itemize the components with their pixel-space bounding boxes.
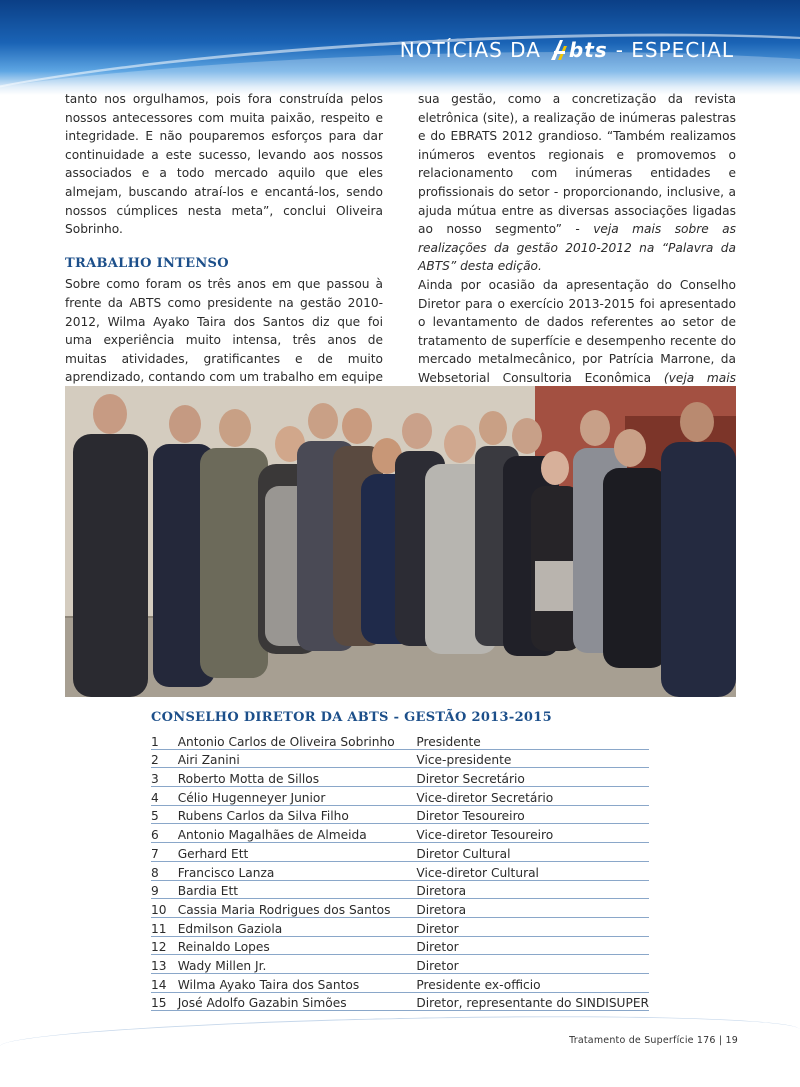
member-number: 14 — [151, 973, 178, 992]
member-name: Rubens Carlos da Silva Filho — [178, 805, 417, 824]
group-photo-illustration — [65, 386, 736, 697]
table-row — [151, 824, 649, 843]
page-header-banner — [0, 0, 800, 95]
member-name: Bardia Ett — [178, 880, 417, 899]
member-name: Airi Zanini — [178, 749, 417, 768]
member-name: Francisco Lanza — [178, 861, 417, 880]
member-number: 5 — [151, 805, 178, 824]
section-title-prefix: NOTÍCIAS DA — [399, 38, 541, 62]
member-number: 13 — [151, 955, 178, 974]
member-role: Diretor — [416, 917, 649, 936]
member-role: Diretor Tesoureiro — [416, 805, 649, 824]
member-number: 3 — [151, 768, 178, 787]
member-name: Roberto Motta de Sillos — [178, 768, 417, 787]
table-row — [151, 861, 649, 880]
member-role: Vice-diretor Cultural — [416, 861, 649, 880]
member-name: Wady Millen Jr. — [178, 955, 417, 974]
member-number: 2 — [151, 749, 178, 768]
member-number: 15 — [151, 992, 178, 1011]
member-name: Cassia Maria Rodrigues dos Santos — [178, 899, 417, 918]
paragraph-italic-note: (veja mais — [663, 370, 736, 385]
member-role: Vice-diretor Secretário — [416, 787, 649, 806]
member-number: 6 — [151, 824, 178, 843]
member-name: Antonio Carlos de Oliveira Sobrinho — [178, 731, 417, 749]
member-name: Gerhard Ett — [178, 843, 417, 862]
member-role: Vice-diretor Tesoureiro — [416, 824, 649, 843]
member-role: Diretora — [416, 899, 649, 918]
member-name: Wilma Ayako Taira dos Santos — [178, 973, 417, 992]
table-row — [151, 749, 649, 768]
table-row — [151, 843, 649, 862]
member-role: Diretor — [416, 936, 649, 955]
member-number: 1 — [151, 731, 178, 749]
member-name: Edmilson Gaziola — [178, 917, 417, 936]
table-row — [151, 992, 649, 1011]
board-members-table — [151, 731, 649, 1011]
group-photo — [65, 386, 736, 697]
table-row — [151, 880, 649, 899]
member-role: Vice-presidente — [416, 749, 649, 768]
page-footer: Tratamento de Superfície 176 | 19 — [569, 1035, 738, 1046]
abts-logo — [549, 38, 608, 62]
paragraph-text: sua gestão, como a concretização da revista eletrônica (site), a realização de inúmeras palestras e do EBRATS 2012 grandioso. “Também realizamos inúmeros eventos regionais e promovemos o relacionamento com inúmeras entidades e profissionais do setor - proporcionando, inclusive, a ajuda mútua entre as diversas associações ligadas ao nosso segmento” - — [418, 92, 736, 237]
table-row — [151, 973, 649, 992]
abts-logo-icon — [549, 38, 571, 62]
table-row — [151, 917, 649, 936]
table-row — [151, 899, 649, 918]
paragraph-text: Ainda por ocasião da apresentação do Conselho Diretor para o exercício 2013-2015 foi apresentado o levantamento de dados referentes ao setor de tratamento de superfície e desempenho recente do mercado metalmecânico, por Patrícia Marrone, da Websetorial Consultoria Econômica — [418, 277, 736, 385]
member-name: Reinaldo Lopes — [178, 936, 417, 955]
board-table-title: CONSELHO DIRETOR DA ABTS - GESTÃO 2013-2015 — [151, 710, 552, 725]
section-title-suffix: - ESPECIAL — [615, 38, 734, 62]
table-row — [151, 768, 649, 787]
article-paragraph — [418, 90, 736, 276]
member-number: 12 — [151, 936, 178, 955]
table-row — [151, 805, 649, 824]
member-role: Diretor, representante do SINDISUPER — [416, 992, 649, 1011]
section-title — [400, 38, 734, 62]
member-number: 11 — [151, 917, 178, 936]
member-name: Antonio Magalhães de Almeida — [178, 824, 417, 843]
board-members-body — [151, 731, 649, 1011]
abts-logo-text: bts — [568, 38, 608, 62]
table-row — [151, 936, 649, 955]
table-row — [151, 955, 649, 974]
member-number: 8 — [151, 861, 178, 880]
section-heading-trabalho-intenso: TRABALHO INTENSO — [65, 255, 229, 271]
table-row — [151, 731, 649, 749]
member-name: José Adolfo Gazabin Simões — [178, 992, 417, 1011]
article-paragraph: tanto nos orgulhamos, pois fora construída pelos nossos antecessores com muita paixão, respeito e integridade. E não pouparemos esforços para dar continuidade a este sucesso, levando aos nossos associados e a todo mercado aquilo que eles almejam, buscando atraí-los e encantá-los, sendo nossos cúmplices nesta meta”, conclui Oliveira Sobrinho. — [65, 92, 383, 237]
member-role: Diretor Cultural — [416, 843, 649, 862]
table-row — [151, 787, 649, 806]
member-role: Presidente ex-officio — [416, 973, 649, 992]
member-role: Diretor Secretário — [416, 768, 649, 787]
member-name: Célio Hugenneyer Junior — [178, 787, 417, 806]
paragraph-italic-note: veja mais sobre as realizações da gestão 2010-2012 na “Palavra da ABTS” desta edição. — [418, 222, 736, 274]
footer-curve — [0, 1010, 800, 1087]
member-number: 10 — [151, 899, 178, 918]
member-role: Presidente — [416, 731, 649, 749]
member-number: 9 — [151, 880, 178, 899]
article-paragraph: Sobre como foram os três anos em que passou à frente da ABTS como presidente na gestão 2010-2012, Wilma Ayako Taira dos Santos diz que foi uma experiência muito intensa, três anos de muitas atividades, gratificantes e de muito aprendizado, contando com um trabalho em equipe — [65, 277, 383, 385]
member-role: Diretora — [416, 880, 649, 899]
article-right-column — [418, 90, 736, 406]
member-role: Diretor — [416, 955, 649, 974]
member-number: 4 — [151, 787, 178, 806]
member-number: 7 — [151, 843, 178, 862]
